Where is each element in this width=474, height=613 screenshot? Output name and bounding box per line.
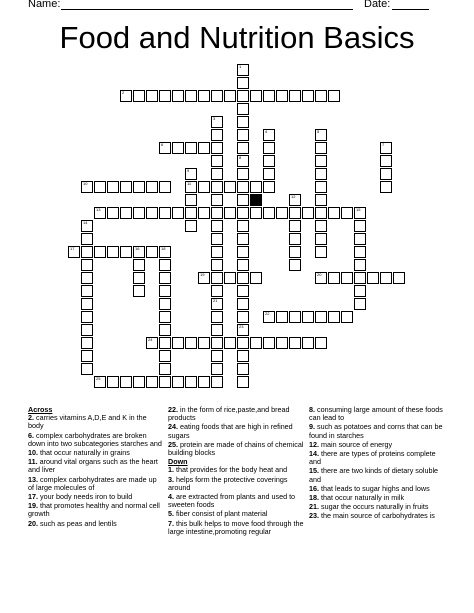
- crossword-cell[interactable]: [185, 376, 197, 388]
- crossword-cell[interactable]: [198, 90, 210, 102]
- clue-12: 12. main source of energy: [309, 439, 393, 449]
- crossword-cell[interactable]: [237, 337, 249, 349]
- clue-17: 17. your body needs iron to build: [28, 492, 133, 502]
- crossword-cell[interactable]: [159, 285, 171, 297]
- crossword-cell[interactable]: [211, 285, 223, 297]
- crossword-cell[interactable]: [224, 207, 236, 219]
- crossword-cell[interactable]: [211, 272, 223, 284]
- crossword-cell[interactable]: [354, 285, 366, 297]
- crossword-cell[interactable]: [315, 90, 327, 102]
- crossword-cell[interactable]: [198, 207, 210, 219]
- crossword-cell[interactable]: [211, 233, 223, 245]
- crossword-cell[interactable]: [354, 246, 366, 258]
- crossword-cell[interactable]: [211, 350, 223, 362]
- grid-number: 22: [265, 311, 270, 316]
- crossword-cell[interactable]: [172, 207, 184, 219]
- crossword-cell[interactable]: [276, 207, 288, 219]
- crossword-cell[interactable]: [237, 116, 249, 128]
- crossword-cell[interactable]: [81, 285, 93, 297]
- crossword-cell[interactable]: [185, 337, 197, 349]
- crossword-cell[interactable]: [224, 337, 236, 349]
- grid-number: 1: [239, 64, 242, 69]
- crossword-cell[interactable]: [107, 207, 119, 219]
- crossword-cell[interactable]: [302, 207, 314, 219]
- grid-number: 2: [122, 90, 125, 95]
- grid-number: 4: [265, 129, 268, 134]
- crossword-cell[interactable]: [237, 259, 249, 271]
- crossword-cell[interactable]: [185, 207, 197, 219]
- crossword-cell[interactable]: [211, 363, 223, 375]
- crossword-cell[interactable]: [159, 207, 171, 219]
- across-heading: Across: [28, 405, 53, 414]
- crossword-cell[interactable]: [146, 246, 158, 258]
- crossword-cell[interactable]: [315, 168, 327, 180]
- crossword-cell[interactable]: [341, 207, 353, 219]
- grid-number: 5: [317, 129, 320, 134]
- crossword-cell[interactable]: [289, 233, 301, 245]
- page-title: Food and Nutrition Basics: [59, 20, 415, 55]
- crossword-cell[interactable]: [211, 376, 223, 388]
- crossword-cell[interactable]: [211, 259, 223, 271]
- crossword-cell[interactable]: [315, 194, 327, 206]
- crossword-cell[interactable]: [276, 311, 288, 323]
- crossword-cell[interactable]: [198, 337, 210, 349]
- crossword-cell[interactable]: [276, 90, 288, 102]
- crossword-cell[interactable]: [120, 207, 132, 219]
- crossword-cell[interactable]: [211, 155, 223, 167]
- crossword-cell[interactable]: [211, 142, 223, 154]
- crossword-cell[interactable]: [354, 233, 366, 245]
- crossword-cell[interactable]: [185, 194, 197, 206]
- crossword-cell[interactable]: [354, 298, 366, 310]
- crossword-cell[interactable]: [120, 181, 132, 193]
- crossword-cell[interactable]: [81, 272, 93, 284]
- crossword-cell[interactable]: [393, 272, 405, 284]
- grid-number: 12: [291, 194, 296, 199]
- grid-number: 7: [382, 142, 385, 147]
- crossword-cell[interactable]: [159, 298, 171, 310]
- crossword-cell[interactable]: [289, 220, 301, 232]
- crossword-cell[interactable]: [380, 168, 392, 180]
- grid-number: 18: [161, 246, 166, 251]
- crossword-cell[interactable]: [302, 337, 314, 349]
- crossword-cell[interactable]: [211, 246, 223, 258]
- crossword-cell[interactable]: [211, 181, 223, 193]
- crossword-cell[interactable]: [289, 246, 301, 258]
- crossword-cell[interactable]: [289, 207, 301, 219]
- crossword-cell[interactable]: [120, 376, 132, 388]
- crossword-cell[interactable]: [185, 90, 197, 102]
- crossword-cell[interactable]: [263, 142, 275, 154]
- crossword-cell[interactable]: [94, 246, 106, 258]
- clue-13: 13. complex carbohydrates are made up of large molecules of: [28, 474, 157, 492]
- crossword-cell[interactable]: [211, 324, 223, 336]
- crossword-cell[interactable]: [380, 272, 392, 284]
- crossword-cell[interactable]: [380, 155, 392, 167]
- crossword-cell[interactable]: [211, 90, 223, 102]
- crossword-cell[interactable]: [315, 155, 327, 167]
- crossword-cell[interactable]: [263, 90, 275, 102]
- crossword-cell[interactable]: [237, 233, 249, 245]
- grid-number: 17: [70, 246, 75, 251]
- grid-number: 14: [83, 220, 88, 225]
- crossword-cell[interactable]: [263, 337, 275, 349]
- header: [0, 0, 474, 14]
- crossword-cell[interactable]: [107, 376, 119, 388]
- crossword-cell[interactable]: [328, 272, 340, 284]
- clue-23: 23. the main source of carbohydrates is: [309, 511, 435, 521]
- grid-number: 13: [96, 207, 101, 212]
- clue-22: 22. in the form of rice,paste,and bread products: [168, 405, 290, 423]
- clue-10: 10. that occur naturally in grains: [28, 448, 130, 458]
- clue-column-3: [309, 406, 449, 522]
- crossword-cell[interactable]: [172, 376, 184, 388]
- crossword-cell[interactable]: [81, 324, 93, 336]
- crossword-cell[interactable]: [81, 363, 93, 375]
- crossword-cell[interactable]: [185, 220, 197, 232]
- crossword-cell[interactable]: [328, 311, 340, 323]
- crossword-cell[interactable]: [159, 337, 171, 349]
- crossword-cell[interactable]: [250, 207, 262, 219]
- crossword-cell[interactable]: [237, 181, 249, 193]
- crossword-cell[interactable]: [159, 324, 171, 336]
- grid-number: 10: [83, 181, 88, 186]
- crossword-cell[interactable]: [146, 207, 158, 219]
- crossword-cell[interactable]: [172, 337, 184, 349]
- grid-number: 8: [239, 155, 242, 160]
- crossword-cell[interactable]: [159, 259, 171, 271]
- crossword-cell[interactable]: [211, 207, 223, 219]
- clue-16: 16. that leads to sugar highs and lows: [309, 483, 430, 493]
- crossword-cell[interactable]: [237, 207, 249, 219]
- crossword-cell[interactable]: [211, 168, 223, 180]
- name-field[interactable]: [61, 9, 353, 10]
- crossword-cell[interactable]: [211, 129, 223, 141]
- crossword-cell[interactable]: [159, 376, 171, 388]
- crossword-cell[interactable]: [237, 103, 249, 115]
- crossword-cell[interactable]: [81, 233, 93, 245]
- crossword-cell[interactable]: [237, 220, 249, 232]
- crossword-cell[interactable]: [159, 90, 171, 102]
- crossword-cell[interactable]: [289, 90, 301, 102]
- crossword-cell[interactable]: [211, 311, 223, 323]
- crossword-cell[interactable]: [133, 272, 145, 284]
- crossword-cell[interactable]: [81, 298, 93, 310]
- grid-number: 25: [96, 376, 101, 381]
- clue-21: 21. sugar the occurs naturally in fruits: [309, 502, 429, 512]
- clue-9: 9. such as potatoes and corns that can be found in starches: [309, 422, 443, 440]
- crossword-cell[interactable]: [81, 350, 93, 362]
- crossword-cell[interactable]: [146, 181, 158, 193]
- clue-2: 2. carries vitamins A,D,E and K in the body: [28, 413, 147, 431]
- crossword-cell[interactable]: [172, 90, 184, 102]
- crossword-cell[interactable]: [237, 311, 249, 323]
- crossword-cell[interactable]: [159, 350, 171, 362]
- crossword-cell[interactable]: [211, 337, 223, 349]
- crossword-cell[interactable]: [120, 246, 132, 258]
- clue-column-1: [28, 406, 164, 529]
- crossword-cell[interactable]: [237, 285, 249, 297]
- crossword-cell[interactable]: [263, 181, 275, 193]
- crossword-cell[interactable]: [237, 298, 249, 310]
- crossword-cell[interactable]: [237, 363, 249, 375]
- grid-number: 15: [356, 207, 361, 212]
- crossword-cell[interactable]: [315, 181, 327, 193]
- crossword-cell[interactable]: [328, 90, 340, 102]
- clue-18: 18. that occur naturally in milk: [309, 493, 405, 503]
- crossword-cell[interactable]: [159, 181, 171, 193]
- crossword-cell[interactable]: [250, 181, 262, 193]
- crossword-cell[interactable]: [237, 168, 249, 180]
- crossword-cell[interactable]: [211, 194, 223, 206]
- date-label: Date:: [364, 0, 391, 10]
- clue-7: 7. this bulk helps to move food through the large intestine,promoting regular: [168, 518, 304, 536]
- grid-number: 9: [187, 168, 190, 173]
- crossword-cell[interactable]: [315, 246, 327, 258]
- crossword-cell[interactable]: [315, 207, 327, 219]
- crossword-cell[interactable]: [289, 259, 301, 271]
- crossword-cell[interactable]: [81, 246, 93, 258]
- clue-25: 25. protein are made of chains of chemical building blocks: [168, 439, 304, 458]
- crossword-cell[interactable]: [107, 246, 119, 258]
- clue-8: 8. consuming large amount of these foods can lead to: [309, 405, 443, 423]
- grid-number: 16: [135, 246, 140, 251]
- crossword-cell[interactable]: [315, 233, 327, 245]
- crossword-cell[interactable]: [315, 337, 327, 349]
- crossword-cell[interactable]: [133, 376, 145, 388]
- crossword-cell[interactable]: [81, 337, 93, 349]
- crossword-cell[interactable]: [302, 90, 314, 102]
- clue-24: 24. eating foods that are high in refined sugars: [168, 422, 293, 440]
- crossword-cell[interactable]: [354, 272, 366, 284]
- crossword-cell[interactable]: [263, 155, 275, 167]
- date-field[interactable]: [392, 9, 429, 10]
- crossword-cell[interactable]: [159, 363, 171, 375]
- clue-14: 14. there are types of proteins complete and: [309, 449, 436, 467]
- crossword-cell[interactable]: [81, 259, 93, 271]
- crossword-cell[interactable]: [146, 90, 158, 102]
- clue-5: 5. fiber consist of plant material: [168, 509, 268, 519]
- crossword-cell[interactable]: [237, 272, 249, 284]
- crossword-cell[interactable]: [380, 181, 392, 193]
- crossword-cell[interactable]: [276, 337, 288, 349]
- clue-3: 3. helps form the protective coverings around: [168, 474, 288, 492]
- clue-1: 1. that provides for the body heat and: [168, 465, 288, 475]
- clue-column-2: [168, 406, 304, 537]
- crossword-cell[interactable]: [133, 259, 145, 271]
- crossword-cell[interactable]: [133, 181, 145, 193]
- crossword-cell[interactable]: [250, 337, 262, 349]
- clue-4: 4. are extracted from plants and used to sweeten foods: [168, 492, 296, 510]
- crossword-cell[interactable]: [107, 181, 119, 193]
- crossword-cell[interactable]: [328, 207, 340, 219]
- clue-19: 19. that promotes healthy and normal cell growth: [28, 501, 160, 519]
- crossword-cell[interactable]: [133, 207, 145, 219]
- black-square: [250, 194, 262, 206]
- crossword-cell[interactable]: [315, 142, 327, 154]
- grid-number: 6: [161, 142, 164, 147]
- crossword-cell[interactable]: [289, 337, 301, 349]
- crossword-cell[interactable]: [133, 90, 145, 102]
- grid-number: 3: [213, 116, 216, 121]
- crossword-cell[interactable]: [250, 90, 262, 102]
- crossword-cell[interactable]: [81, 311, 93, 323]
- clue-20: 20. such as peas and lentils: [28, 518, 117, 528]
- crossword-cell[interactable]: [146, 376, 158, 388]
- crossword-cell[interactable]: [302, 311, 314, 323]
- crossword-cell[interactable]: [237, 350, 249, 362]
- crossword-cell[interactable]: [315, 220, 327, 232]
- clue-6: 6. complex carbohydrates are broken down into two subcategories starches and: [28, 430, 162, 448]
- grid-number: 21: [213, 298, 218, 303]
- crossword-cell[interactable]: [211, 220, 223, 232]
- name-label: Name:: [28, 0, 61, 10]
- crossword-cell[interactable]: [315, 311, 327, 323]
- crossword-cell[interactable]: [341, 272, 353, 284]
- crossword-cell[interactable]: [237, 129, 249, 141]
- down-heading: Down: [168, 457, 188, 467]
- crossword-cell[interactable]: [159, 311, 171, 323]
- clue-15: 15. there are two kinds of dietary soluble and: [309, 466, 439, 484]
- crossword-cell[interactable]: [94, 181, 106, 193]
- clue-11: 11. around vital organs such as the heart and liver: [28, 457, 158, 475]
- crossword-cell[interactable]: [198, 181, 210, 193]
- crossword-cell[interactable]: [185, 142, 197, 154]
- crossword-cell[interactable]: [341, 311, 353, 323]
- crossword-cell[interactable]: [224, 90, 236, 102]
- crossword-cell[interactable]: [224, 272, 236, 284]
- crossword-cell[interactable]: [237, 246, 249, 258]
- grid-number: 24: [148, 337, 153, 342]
- crossword-cell[interactable]: [198, 376, 210, 388]
- crossword-cell[interactable]: [354, 220, 366, 232]
- crossword-cell[interactable]: [263, 168, 275, 180]
- crossword-cell[interactable]: [354, 259, 366, 271]
- grid-number: 11: [187, 181, 192, 186]
- crossword-cell[interactable]: [159, 272, 171, 284]
- crossword-cell[interactable]: [237, 142, 249, 154]
- grid-number: 23: [239, 324, 244, 329]
- crossword-cell[interactable]: [224, 181, 236, 193]
- crossword-cell[interactable]: [198, 142, 210, 154]
- crossword-cell[interactable]: [133, 285, 145, 297]
- grid-number: 19: [200, 272, 205, 277]
- crossword-cell[interactable]: [289, 311, 301, 323]
- grid-number: 20: [317, 272, 322, 277]
- crossword-cell[interactable]: [367, 272, 379, 284]
- crossword-cell[interactable]: [237, 194, 249, 206]
- crossword-cell[interactable]: [250, 272, 262, 284]
- crossword-cell[interactable]: [172, 142, 184, 154]
- crossword-cell[interactable]: [263, 207, 275, 219]
- crossword-cell[interactable]: [237, 376, 249, 388]
- crossword-cell[interactable]: [237, 77, 249, 89]
- crossword-cell[interactable]: [237, 90, 249, 102]
